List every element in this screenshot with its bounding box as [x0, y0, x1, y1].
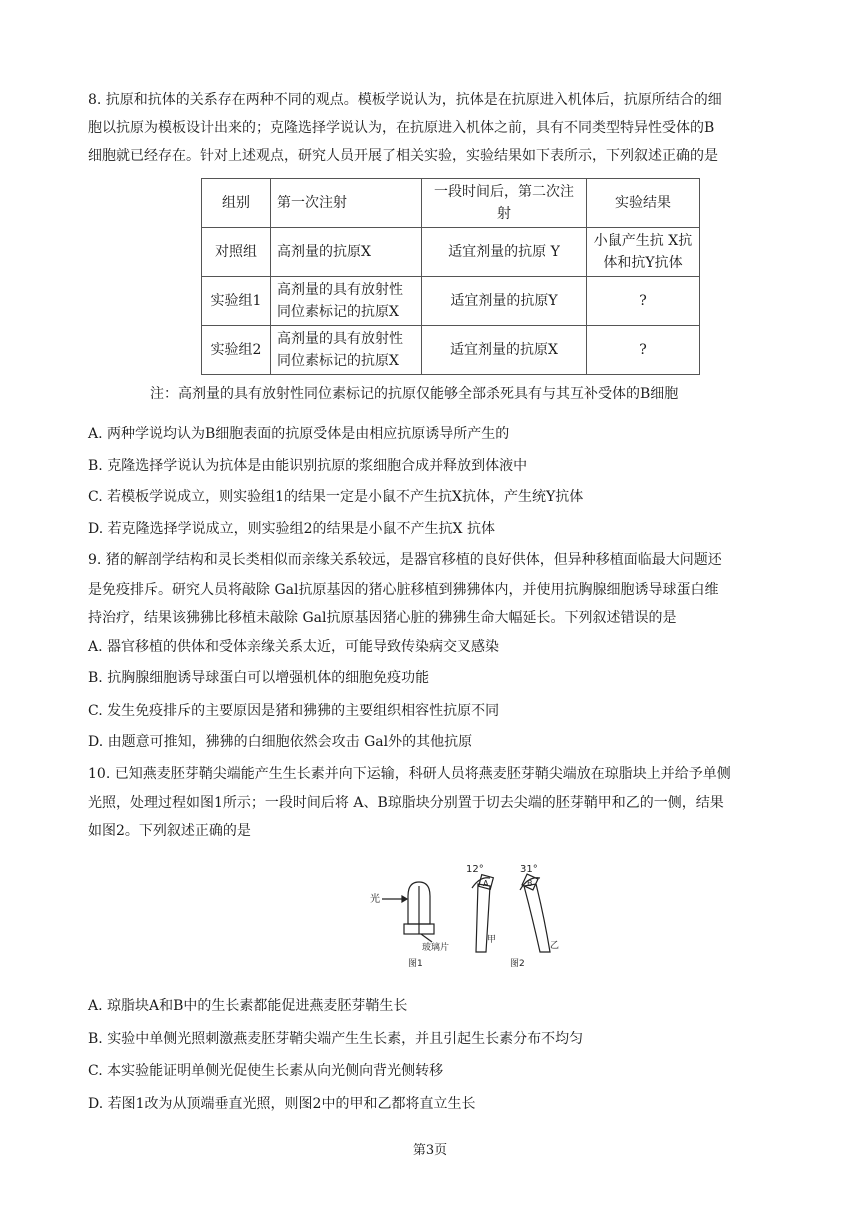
angle-a-label: 12°: [466, 864, 484, 875]
row-result: [587, 228, 700, 277]
glass-pointer: [421, 934, 432, 942]
q10-option-d: D. 若图1改为从顶端垂直光照，则图2中的甲和乙都将直立生长: [88, 1096, 476, 1112]
q9-line-2: 是免疫排斥。研究人员将敲除 Gal抗原基因的猪心脏移植到狒狒体内，并使用抗胸腺细胞诱导球蛋白维: [88, 582, 719, 598]
q9-line-1: 9. 猪的解剖学结构和灵长类相似而亲缘关系较远，是器官移植的良好供体，但异种移植面临最大问题还: [88, 552, 722, 568]
jia-label: 甲: [487, 935, 497, 945]
block-a-label: A: [483, 879, 489, 888]
figure-2: [466, 864, 559, 969]
cell-line: 同位素标记的抗原X: [277, 304, 399, 320]
row-result: ?: [587, 326, 700, 375]
block-b-label: B: [527, 879, 533, 888]
q10-option-b: B. 实验中单侧光照刺激燕麦胚芽鞘尖端产生生长素，并且引起生长素分布不均匀: [88, 1031, 584, 1047]
q10-line-1: 10. 已知燕麦胚芽鞘尖端能产生生长素并向下运输，科研人员将燕麦胚芽鞘尖端放在琼脂块上并给予单侧: [88, 766, 731, 782]
row-group: 对照组: [202, 228, 271, 277]
q9-line-3: 持治疗，结果该狒狒比移植未敲除 Gal抗原基因猪心脏的狒狒生命大幅延长。下列叙述错误的是: [88, 610, 677, 626]
q9-option-a: A. 器官移植的供体和受体亲缘关系太近，可能导致传染病交叉感染: [88, 639, 500, 655]
angle-b-label: 31°: [520, 864, 538, 875]
cell-line: 同位素标记的抗原X: [277, 353, 399, 369]
cell-line: 高剂量的具有放射性: [277, 331, 403, 347]
row-second: 适宜剂量的抗原X: [422, 326, 587, 375]
q10-option-c: C. 本实验能证明单侧光促使生长素从向光侧向背光侧转移: [88, 1063, 444, 1079]
table-note: 注：高剂量的具有放射性同位素标记的抗原仅能够全部杀死具有与其互补受体的B细胞: [150, 386, 679, 402]
fig2-label: 图2: [510, 959, 525, 969]
page-number: 第3页: [412, 1143, 448, 1158]
row-group: 实验组2: [202, 326, 271, 375]
glass-label: 玻璃片: [422, 943, 450, 953]
fig1-label: 图1: [408, 959, 423, 969]
yi-label: 乙: [550, 941, 560, 951]
table-row: [202, 326, 700, 375]
header-result: 实验结果: [587, 179, 700, 228]
q10-line-2: 光照，处理过程如图1所示；一段时间后将 A、B琼脂块分别置于切去尖端的胚芽鞘甲和乙的一侧，结果: [88, 795, 724, 811]
cell-line: 高剂量的抗原X: [277, 244, 371, 260]
header-second-injection: 一段时间后，第二次注射: [422, 179, 587, 228]
row-first: [271, 228, 422, 277]
table-header-row: [202, 179, 700, 228]
row-second: 适宜剂量的抗原Y: [422, 277, 587, 326]
header-first-injection: 第一次注射: [271, 179, 422, 228]
results-table: [201, 178, 700, 375]
q9-option-c: C. 发生免疫排斥的主要原因是猪和狒狒的主要组织相容性抗原不同: [88, 703, 500, 719]
row-first: [271, 277, 422, 326]
q8-line-1: 8. 抗原和抗体的关系存在两种不同的观点。模板学说认为，抗体是在抗原进入机体后，抗原所结合的细: [88, 92, 722, 108]
cell-line: 体和抗Y抗体: [603, 255, 683, 271]
q8-option-b: B. 克隆选择学说认为抗体是由能识别抗原的浆细胞合成并释放到体液中: [88, 458, 528, 474]
q10-line-3: 如图2。下列叙述正确的是: [88, 823, 251, 839]
light-label: 光: [370, 894, 380, 905]
figure-1: [370, 882, 449, 969]
q9-option-b: B. 抗胸腺细胞诱导球蛋白可以增强机体的细胞免疫功能: [88, 670, 430, 686]
q8-option-d: D. 若克隆选择学说成立，则实验组2的结果是小鼠不产生抗X 抗体: [88, 521, 495, 537]
coleoptile-figure: [360, 856, 560, 976]
q8-line-3: 细胞就已经存在。针对上述观点，研究人员开展了相关实验，实验结果如下表所示，下列叙述正确的是: [88, 148, 718, 164]
q9-option-d: D. 由题意可推知，狒狒的白细胞依然会攻击 Gal外的其他抗原: [88, 734, 473, 750]
row-first: [271, 326, 422, 375]
row-second: 适宜剂量的抗原 Y: [422, 228, 587, 277]
row-group: 实验组1: [202, 277, 271, 326]
coleoptile-yi: [524, 884, 550, 952]
cell-line: 高剂量的具有放射性: [277, 282, 403, 298]
cell-line: 小鼠产生抗 X抗: [593, 233, 693, 249]
row-result: ?: [587, 277, 700, 326]
q8-option-c: C. 若模板学说成立，则实验组1的结果一定是小鼠不产生抗X抗体，产生统Y抗体: [88, 489, 584, 505]
q10-option-a: A. 琼脂块A和B中的生长素都能促进燕麦胚芽鞘生长: [88, 998, 408, 1014]
q8-option-a: A. 两种学说均认为B细胞表面的抗原受体是由相应抗原诱导所产生的: [88, 426, 510, 442]
header-group: 组别: [202, 179, 271, 228]
q8-line-2: 胞以抗原为模板设计出来的；克隆选择学说认为，在抗原进入机体之前，具有不同类型特异性受体的B: [88, 120, 715, 136]
arrow-head: [402, 896, 407, 902]
table-row: [202, 228, 700, 277]
table-row: [202, 277, 700, 326]
